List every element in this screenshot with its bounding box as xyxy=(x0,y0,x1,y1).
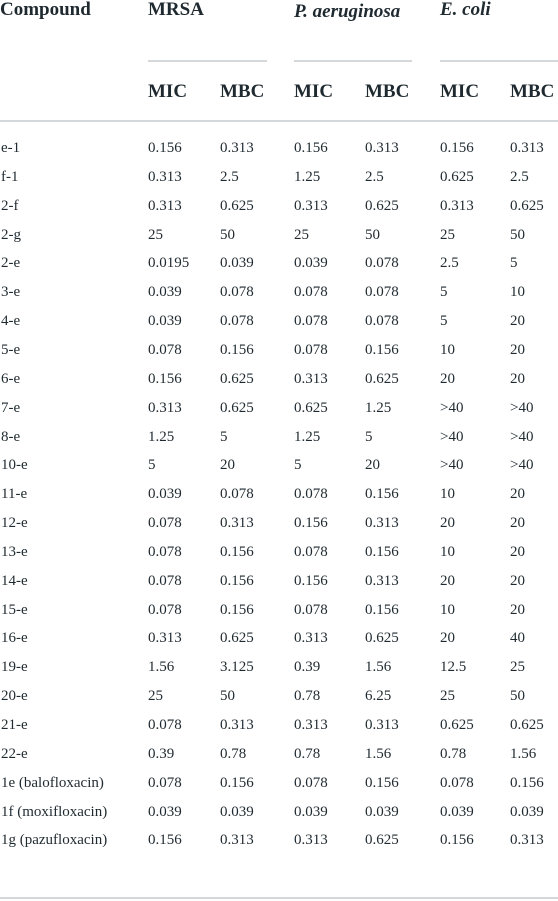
value-cell: 0.78 xyxy=(294,688,321,705)
value-cell: 0.625 xyxy=(440,717,474,733)
value-cell: 0.625 xyxy=(220,197,254,214)
value-cell: 25 xyxy=(440,226,455,243)
value-cell: 0.39 xyxy=(148,745,175,762)
value-cell: 20 xyxy=(440,515,455,532)
compound-cell: 8-e xyxy=(1,428,21,445)
value-cell: 0.156 xyxy=(220,572,254,589)
compound-cell: f-1 xyxy=(1,168,19,185)
value-cell: 3.125 xyxy=(220,659,254,676)
compound-cell: 2-g xyxy=(1,226,21,243)
value-cell: 2.5 xyxy=(510,168,529,185)
value-cell: 0.039 xyxy=(148,486,182,503)
value-cell: 0.625 xyxy=(220,399,254,416)
value-cell: 25 xyxy=(148,226,163,243)
value-cell: 6.25 xyxy=(365,688,392,705)
value-cell: 1.25 xyxy=(148,428,175,445)
value-cell: 0.156 xyxy=(220,341,254,358)
value-cell: 20 xyxy=(440,630,455,647)
value-cell: 0.39 xyxy=(294,659,321,676)
compound-cell: 21-e xyxy=(1,717,28,733)
compound-cell: 1g (pazufloxacin) xyxy=(1,832,108,849)
sub-header-mrsa-mic: MIC xyxy=(148,81,188,102)
value-cell: 5 xyxy=(294,457,302,474)
value-cell: 1.56 xyxy=(510,745,537,762)
header-compound: Compound xyxy=(0,0,91,20)
value-cell: 0.625 xyxy=(294,399,328,416)
value-cell: 1.25 xyxy=(294,168,321,185)
value-cell: 0.156 xyxy=(148,140,182,156)
compound-cell: 7-e xyxy=(1,399,21,416)
value-cell: 0.156 xyxy=(220,601,254,618)
value-cell: 5 xyxy=(440,313,448,330)
value-cell: 0.313 xyxy=(220,140,254,156)
value-cell: 0.156 xyxy=(365,601,399,618)
value-cell: 1.56 xyxy=(365,659,392,676)
value-cell: 2.5 xyxy=(220,168,239,185)
value-cell: 0.156 xyxy=(365,543,399,560)
value-cell: 0.156 xyxy=(148,832,182,849)
value-cell: 0.156 xyxy=(365,341,399,358)
value-cell: 10 xyxy=(440,601,455,618)
value-cell: 0.078 xyxy=(220,313,254,330)
value-cell: 0.313 xyxy=(294,630,328,647)
value-cell: 10 xyxy=(440,543,455,560)
value-cell: 20 xyxy=(510,313,525,330)
value-cell: 0.156 xyxy=(294,572,328,589)
value-cell: 0.313 xyxy=(365,140,399,156)
value-cell: 0.313 xyxy=(148,399,182,416)
value-cell: 40 xyxy=(510,630,525,647)
value-cell: 50 xyxy=(510,688,525,705)
value-cell: 0.313 xyxy=(365,515,399,532)
value-cell: 0.078 xyxy=(148,601,182,618)
compound-cell: 16-e xyxy=(1,630,28,647)
value-cell: 0.78 xyxy=(294,745,321,762)
sub-header-pa-mbc: MBC xyxy=(365,81,410,102)
compound-cell: 2-e xyxy=(1,255,21,272)
value-cell: 0.078 xyxy=(365,313,399,330)
value-cell: 0.156 xyxy=(365,486,399,503)
value-cell: 0.625 xyxy=(220,630,254,647)
value-cell: 5 xyxy=(220,428,228,445)
value-cell: 0.625 xyxy=(440,168,474,185)
value-cell: 0.078 xyxy=(148,543,182,560)
compound-cell: 6-e xyxy=(1,370,21,387)
value-cell: 0.625 xyxy=(365,197,399,214)
value-cell: >40 xyxy=(440,457,464,474)
value-cell: 0.313 xyxy=(365,717,399,733)
value-cell: 0.078 xyxy=(148,341,182,358)
value-cell: 0.313 xyxy=(148,197,182,214)
value-cell: 0.78 xyxy=(440,745,467,762)
value-cell: 0.0195 xyxy=(148,255,190,272)
value-cell: 0.078 xyxy=(294,486,328,503)
value-cell: 0.156 xyxy=(220,774,254,791)
value-cell: 0.313 xyxy=(440,197,474,214)
value-cell: 0.313 xyxy=(148,630,182,647)
value-cell: 2.5 xyxy=(365,168,384,185)
value-cell: 0.156 xyxy=(148,370,182,387)
value-cell: >40 xyxy=(510,399,534,416)
compound-cell: 12-e xyxy=(1,515,28,532)
header-group-mrsa: MRSA xyxy=(148,0,204,20)
header-group-pa: P. aeruginosa xyxy=(294,1,401,22)
value-cell: >40 xyxy=(510,428,534,445)
compound-cell: 1f (moxifloxacin) xyxy=(1,803,108,820)
value-cell: 1.56 xyxy=(148,659,175,676)
compound-cell: e-1 xyxy=(1,140,21,156)
value-cell: 20 xyxy=(440,572,455,589)
value-cell: 0.313 xyxy=(294,370,328,387)
value-cell: 0.078 xyxy=(148,572,182,589)
value-cell: 20 xyxy=(510,486,525,503)
value-cell: 0.039 xyxy=(510,803,544,820)
value-cell: 10 xyxy=(440,341,455,358)
value-cell: 0.156 xyxy=(365,774,399,791)
value-cell: 20 xyxy=(510,601,525,618)
value-cell: 0.078 xyxy=(365,284,399,301)
value-cell: 0.039 xyxy=(294,803,328,820)
value-cell: 10 xyxy=(440,486,455,503)
value-cell: 25 xyxy=(510,659,525,676)
value-cell: 50 xyxy=(365,226,380,243)
value-cell: 0.313 xyxy=(294,197,328,214)
value-cell: 1.25 xyxy=(365,399,392,416)
compound-cell: 19-e xyxy=(1,659,28,676)
compound-cell: 13-e xyxy=(1,543,28,560)
value-cell: 0.039 xyxy=(220,803,254,820)
value-cell: 0.156 xyxy=(294,515,328,532)
compound-cell: 4-e xyxy=(1,313,21,330)
value-cell: 0.313 xyxy=(365,572,399,589)
sub-header-pa-mic: MIC xyxy=(294,81,334,102)
value-cell: 0.078 xyxy=(294,774,328,791)
value-cell: 25 xyxy=(148,688,163,705)
value-cell: 0.156 xyxy=(440,832,474,849)
value-cell: 20 xyxy=(510,572,525,589)
compound-cell: 2-f xyxy=(1,197,19,214)
value-cell: 0.625 xyxy=(510,717,544,733)
value-cell: 0.078 xyxy=(148,774,182,791)
value-cell: 1.56 xyxy=(365,745,392,762)
compound-cell: 15-e xyxy=(1,601,28,618)
compound-cell: 22-e xyxy=(1,745,28,762)
value-cell: 50 xyxy=(510,226,525,243)
sub-header-ecoli-mic: MIC xyxy=(440,81,480,102)
value-cell: 20 xyxy=(510,543,525,560)
value-cell: 0.078 xyxy=(220,486,254,503)
value-cell: 5 xyxy=(148,457,156,474)
value-cell: 5 xyxy=(510,255,518,272)
value-cell: 0.156 xyxy=(510,774,544,791)
value-cell: 20 xyxy=(510,370,525,387)
sub-header-ecoli-mbc: MBC xyxy=(510,81,555,102)
value-cell: >40 xyxy=(440,399,464,416)
value-cell: 0.313 xyxy=(510,832,544,849)
value-cell: 20 xyxy=(440,370,455,387)
value-cell: 0.625 xyxy=(510,197,544,214)
value-cell: 50 xyxy=(220,226,235,243)
value-cell: 0.156 xyxy=(440,140,474,156)
compound-cell: 14-e xyxy=(1,572,28,589)
value-cell: >40 xyxy=(440,428,464,445)
value-cell: 0.78 xyxy=(220,745,247,762)
value-cell: 20 xyxy=(510,341,525,358)
value-cell: 20 xyxy=(365,457,380,474)
value-cell: 0.039 xyxy=(365,803,399,820)
value-cell: 0.078 xyxy=(440,774,474,791)
header-group-ecoli: E. coli xyxy=(440,0,491,20)
value-cell: 0.078 xyxy=(148,515,182,532)
value-cell: 0.313 xyxy=(220,832,254,849)
value-cell: 0.078 xyxy=(294,341,328,358)
value-cell: 0.313 xyxy=(510,140,544,156)
sub-header-mrsa-mbc: MBC xyxy=(220,81,265,102)
value-cell: 0.078 xyxy=(294,284,328,301)
value-cell: 0.039 xyxy=(148,313,182,330)
compound-cell: 1e (balofloxacin) xyxy=(1,774,104,791)
value-cell: 0.625 xyxy=(365,630,399,647)
value-cell: 0.625 xyxy=(365,370,399,387)
value-cell: 0.625 xyxy=(365,832,399,849)
value-cell: 0.078 xyxy=(220,284,254,301)
value-cell: 0.313 xyxy=(148,168,182,185)
value-cell: 0.313 xyxy=(294,717,328,733)
value-cell: 0.625 xyxy=(220,370,254,387)
compound-cell: 5-e xyxy=(1,341,21,358)
value-cell: 0.039 xyxy=(220,255,254,272)
value-cell: 5 xyxy=(365,428,373,445)
compound-cell: 20-e xyxy=(1,688,28,705)
value-cell: 5 xyxy=(440,284,448,301)
value-cell: 0.039 xyxy=(148,803,182,820)
value-cell: 12.5 xyxy=(440,659,467,676)
value-cell: 20 xyxy=(510,515,525,532)
value-cell: 0.039 xyxy=(440,803,474,820)
value-cell: >40 xyxy=(510,457,534,474)
value-cell: 50 xyxy=(220,688,235,705)
value-cell: 0.313 xyxy=(294,832,328,849)
value-cell: 10 xyxy=(510,284,525,301)
value-cell: 0.313 xyxy=(220,717,254,733)
value-cell: 1.25 xyxy=(294,428,321,445)
value-cell: 20 xyxy=(220,457,235,474)
value-cell: 0.039 xyxy=(294,255,328,272)
value-cell: 25 xyxy=(294,226,309,243)
value-cell: 0.078 xyxy=(294,601,328,618)
compound-cell: 10-e xyxy=(1,457,28,474)
value-cell: 25 xyxy=(440,688,455,705)
value-cell: 0.078 xyxy=(294,543,328,560)
value-cell: 0.156 xyxy=(294,140,328,156)
value-cell: 0.156 xyxy=(220,543,254,560)
value-cell: 0.078 xyxy=(294,313,328,330)
value-cell: 0.313 xyxy=(220,515,254,532)
value-cell: 0.078 xyxy=(365,255,399,272)
value-cell: 0.078 xyxy=(148,717,182,733)
value-cell: 2.5 xyxy=(440,255,459,272)
value-cell: 0.039 xyxy=(148,284,182,301)
compound-cell: 11-e xyxy=(1,486,28,503)
compound-cell: 3-e xyxy=(1,284,21,301)
